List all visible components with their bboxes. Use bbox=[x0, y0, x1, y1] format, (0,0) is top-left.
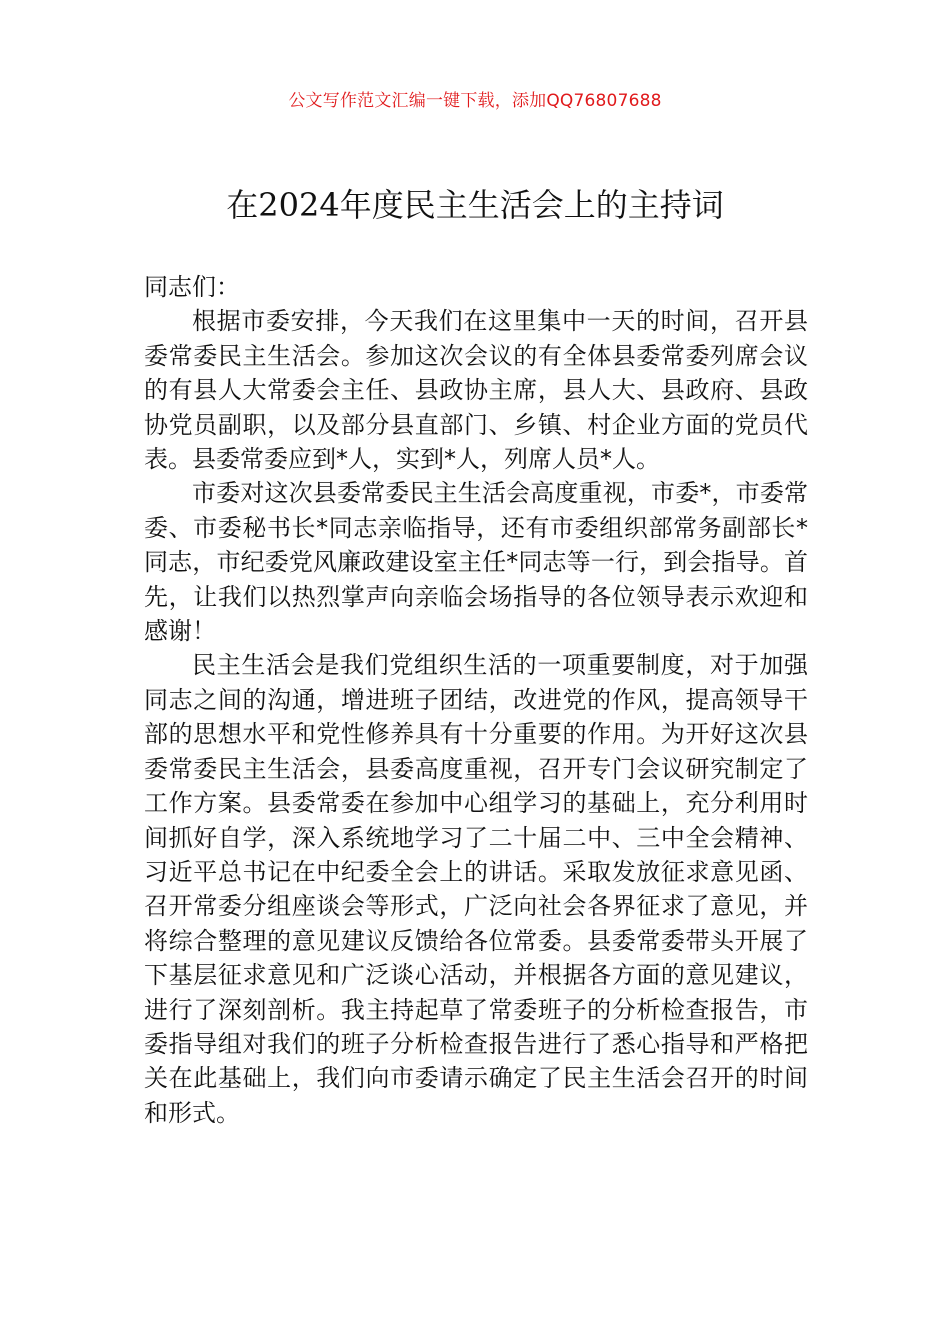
header-note: 公文写作范文汇编一键下载，添加QQ76807688 bbox=[288, 91, 662, 111]
paragraph-3: 民主生活会是我们党组织生活的一项重要制度，对于加强同志之间的沟通，增进班子团结，改进党的作风，提高领导干部的思想水平和党性修养具有十分重要的作用。为开好这次县委常委民主生活会，县委高度重视，召开专门会议研究制定了工作方案。县委常委在参加中心组学习的基础上，充分利用时间抓好自学，深入系统地学习了二十届二中、三中全会精神、习近平总书记在中纪委全会上的讲话。采取发放征求意见函、召开常委分组座谈会等形式，广泛向社会各界征求了意见，并将综合整理的意见建议反馈给各位常委。县委常委带头开展了下基层征求意见和广泛谈心活动，并根据各方面的意见建议，进行了深刻剖析。我主持起草了常委班子的分析检查报告，市委指导组对我们的班子分析检查报告进行了悉心指导和严格把关在此基础上，我们向市委请示确定了民主生活会召开的时间和形式。 bbox=[144, 651, 808, 1127]
paragraph-2: 市委对这次县委常委民主生活会高度重视，市委*，市委常委、市委秘书长*同志亲临指导，还有市委组织部常务副部长*同志，市纪委党风廉政建设室主任*同志等一行，到会指导。首先，让我们以热烈掌声向亲临会场指导的各位领导表示欢迎和感谢！ bbox=[144, 479, 808, 646]
paragraph-1: 根据市委安排，今天我们在这里集中一天的时间，召开县委常委民主生活会。参加这次会议的有全体县委常委列席会议的有县人大常委会主任、县政协主席，县人大、县政府、县政协党员副职，以及部分县直部门、乡镇、村企业方面的党员代表。县委常委应到*人，实到*人，列席人员*人。 bbox=[144, 307, 808, 474]
document-body bbox=[144, 270, 808, 1130]
document-title: 在2024年度民主生活会上的主持词 bbox=[226, 186, 724, 224]
salutation: 同志们： bbox=[144, 273, 240, 301]
